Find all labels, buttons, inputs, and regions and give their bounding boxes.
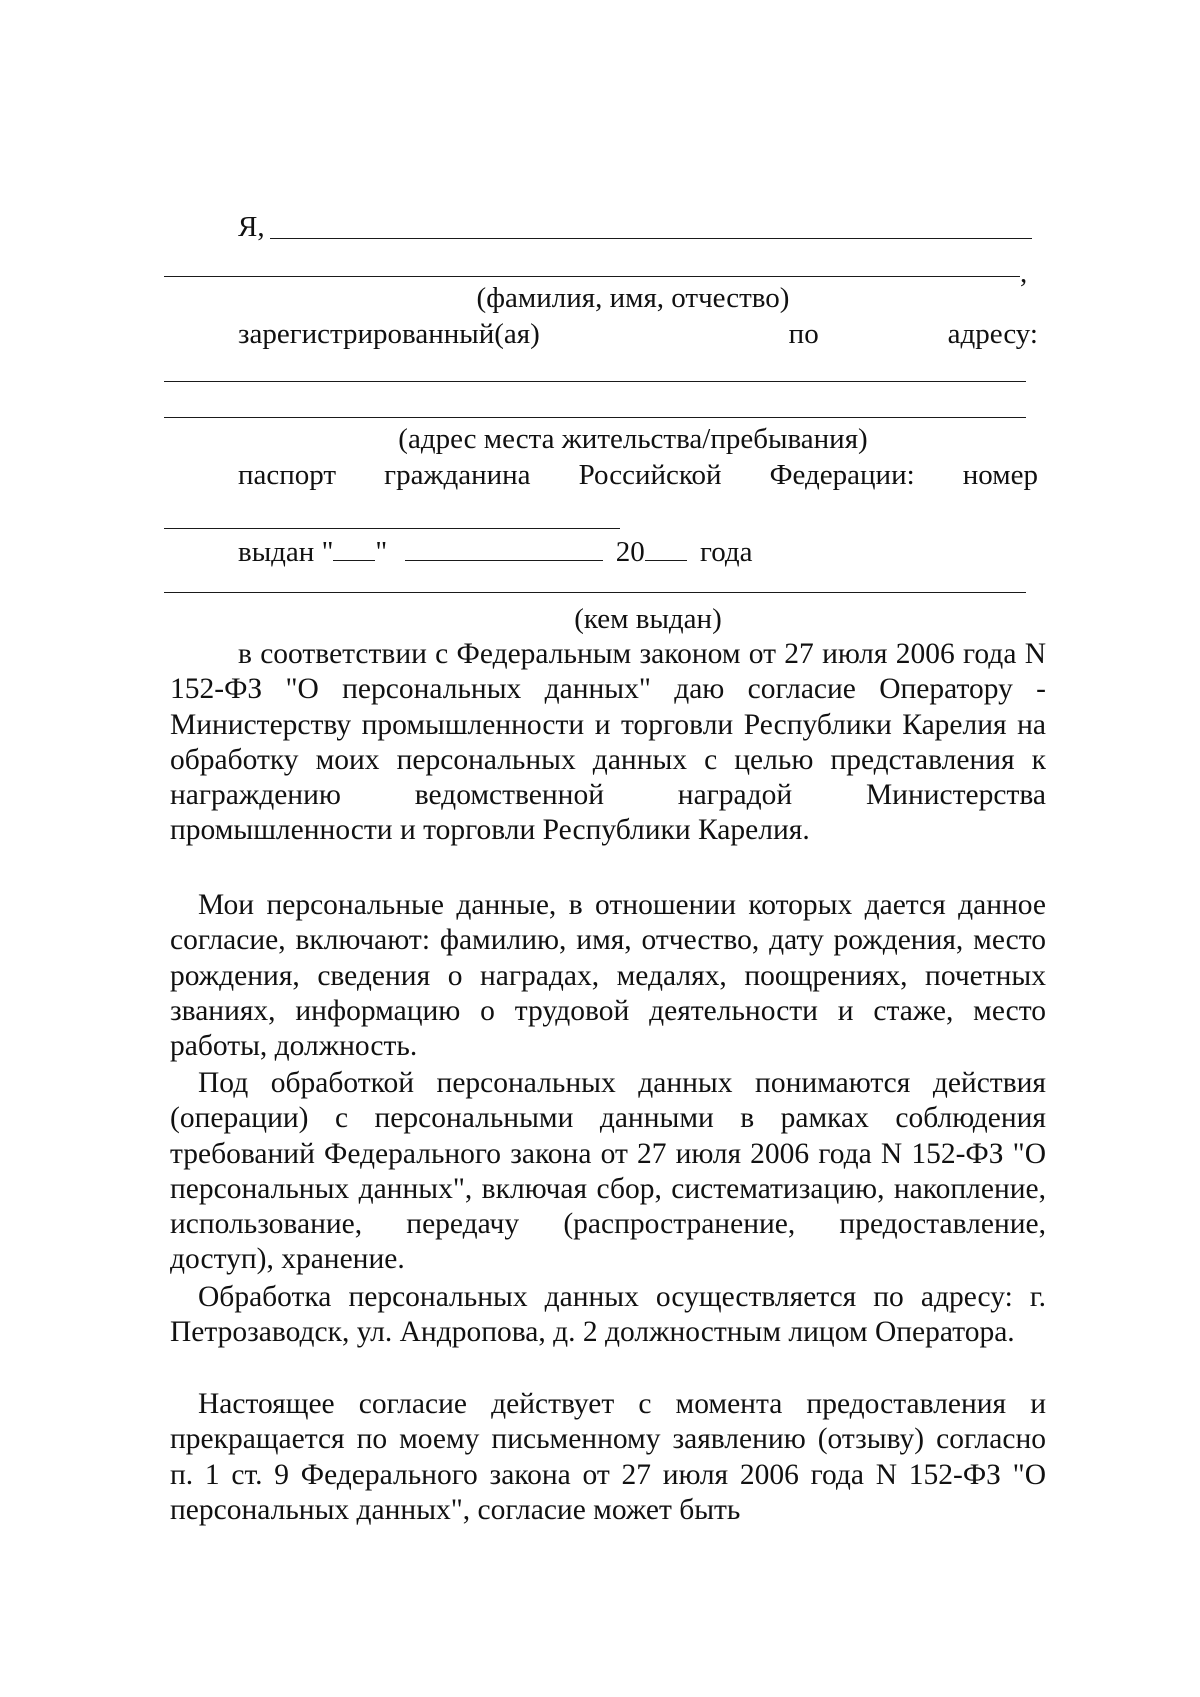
passport-word-4: Федерации: [769,459,915,491]
issuer-caption: (кем выдан) [574,603,722,635]
paragraph-validity: Настоящее согласие действует с момента предоставления и прекращается по моему письменному заявлению (отзыву) согласно п. 1 ст. 9 Федерального закона от 27 июля 2006 года N 152-ФЗ "О персональных данных", согласие может быть [170,1388,1046,1526]
issued-row [238,534,752,569]
passport-word-2: гражданина [384,459,531,491]
issue-month-blank[interactable] [405,534,603,561]
paragraph-processing: Под обработкой персональных данных понимаются действия (операции) с персональными данными в рамках соблюдения требований Федерального закона от 27 июля 2006 года N 152-ФЗ "О персональных данных", включая сбор, систематизацию, накопление, использование, передачу (распространение, предоставление, доступ), хранение. [170,1067,1046,1276]
registered-label: зарегистрированный(ая) [238,318,540,350]
year-prefix: 20 [615,536,645,568]
issued-label: выдан " [238,536,334,568]
address-blank-1[interactable] [164,381,1026,382]
passport-word-1: паспорт [238,459,337,491]
issued-quote-close: " [375,536,388,568]
address-blank-2[interactable] [164,417,1026,418]
comma: , [1020,257,1028,289]
full-name-blank-2[interactable] [164,276,1020,277]
address-label: адресу: [947,318,1038,350]
passport-word-5: номер [962,459,1038,491]
address-caption: (адрес места жительства/пребывания) [398,423,868,455]
passport-word-3: Российской [578,459,722,491]
year-suffix: года [700,536,753,568]
ya-label: Я, [238,211,265,243]
passport-row [238,458,1038,492]
paragraph-consent: в соответствии с Федеральным законом от 27 июля 2006 года N 152-ФЗ "О персональных данных" даю согласие Оператору - Министерству промышленности и торговли Республики Карелия на обработку моих персональных данных с целью представления к награждению ведомственной наградой Министерства промышленности и торговли Республики Карелия. [170,638,1046,847]
issue-day-blank[interactable] [333,534,375,561]
issuer-blank[interactable] [164,592,1026,593]
po-word: по [788,318,819,350]
fio-caption: (фамилия, имя, отчество) [476,282,790,314]
registered-row [238,317,1038,351]
paragraph-data-list: Мои персональные данные, в отношении которых дается данное согласие, включают: фамилию, имя, отчество, дату рождения, место рождения, сведения о наградах, медалях, поощрениях, почетных званиях, информацию о трудовой деятельности и стаже, место работы, должность. [170,889,1046,1063]
issue-year-blank[interactable] [645,534,687,561]
full-name-blank-1[interactable] [270,238,1032,239]
passport-number-blank[interactable] [164,528,620,529]
paragraph-address: Обработка персональных данных осуществляется по адресу: г. Петрозаводск, ул. Андропова, д. 2 должностным лицом Оператора. [170,1281,1046,1349]
